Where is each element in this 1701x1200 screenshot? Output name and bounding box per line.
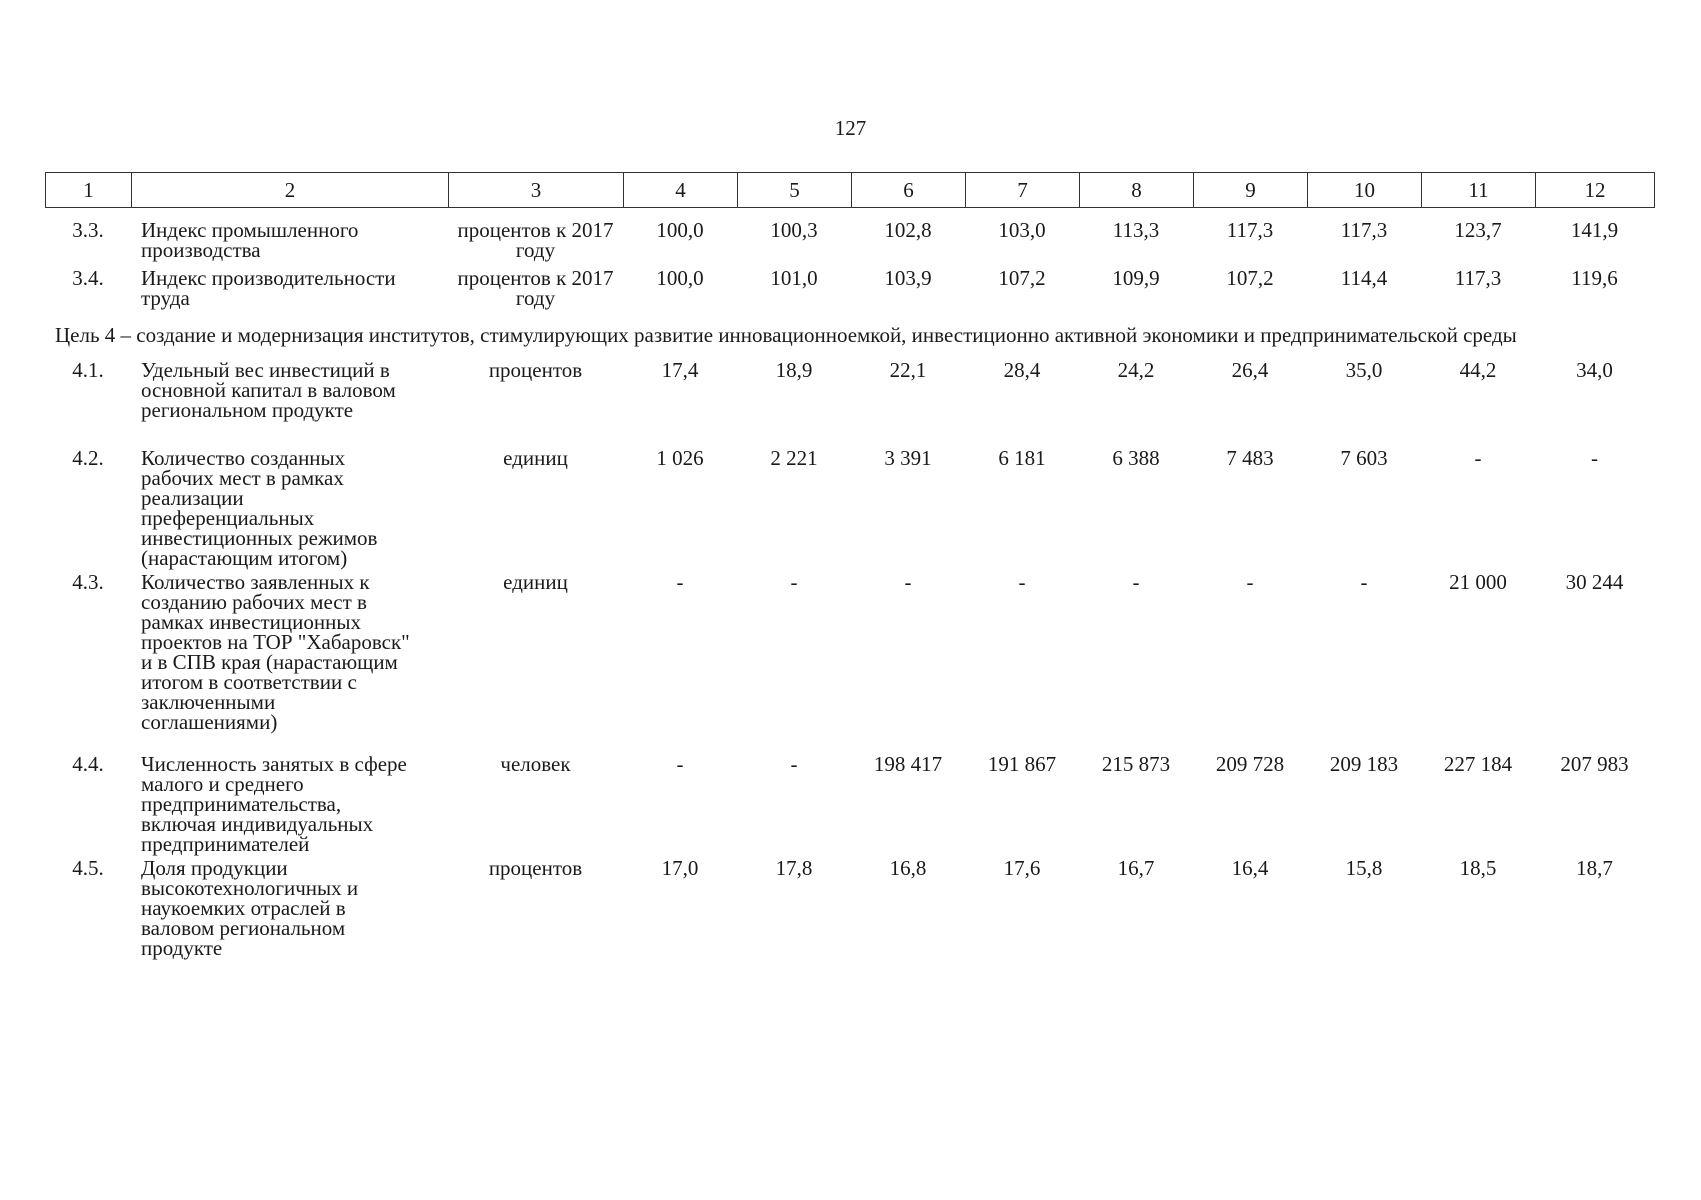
unit: процентов	[488, 358, 583, 382]
indicator-name: Индекс промышленного производства	[141, 218, 359, 262]
value-cell: 101,0	[770, 266, 818, 290]
value-cell: 100,0	[656, 266, 704, 290]
value-cell: -	[1360, 570, 1368, 594]
value-cell: 17,6	[1003, 856, 1041, 880]
value-cell: 227 184	[1443, 752, 1513, 776]
goal-heading: Цель 4 – создание и модернизация институтов, стимулирующих развитие инновационноемкой, инвестиционно активной экономики и предпринимательской среды	[55, 323, 1517, 347]
value-cell: 191 867	[987, 752, 1057, 776]
value-cell: 123,7	[1454, 218, 1502, 242]
value-cell: 114,4	[1340, 266, 1388, 290]
table-row	[45, 268, 1654, 316]
value-cell: 209 183	[1329, 752, 1399, 776]
table-row	[45, 858, 1654, 962]
table-row	[45, 572, 1654, 754]
value-cell: 6 388	[1112, 446, 1160, 470]
header-cell: 4	[624, 173, 738, 208]
value-cell: 35,0	[1345, 358, 1383, 382]
row-number: 4.5.	[72, 856, 104, 880]
value-cell: 30 244	[1565, 570, 1624, 594]
column-number-header	[45, 172, 1655, 208]
value-cell: -	[1018, 570, 1026, 594]
header-cell: 5	[738, 173, 852, 208]
value-cell: 113,3	[1112, 218, 1160, 242]
table-row	[45, 754, 1654, 858]
value-cell: 103,9	[884, 266, 932, 290]
value-cell: 16,8	[889, 856, 927, 880]
value-cell: 103,0	[998, 218, 1046, 242]
unit: процентов	[488, 856, 583, 880]
value-cell: 7 483	[1226, 446, 1274, 470]
row-number: 4.4.	[72, 752, 104, 776]
table-row	[45, 220, 1654, 268]
value-cell: 44,2	[1459, 358, 1497, 382]
header-cell: 1	[46, 173, 132, 208]
value-cell: -	[676, 570, 684, 594]
table-row	[45, 360, 1654, 448]
unit: процентов к 2017 году	[457, 218, 614, 262]
value-cell: 100,3	[770, 218, 818, 242]
indicator-name: Количество заявленных к созданию рабочих мест в рамках инвестиционных проектов на ТОР "Хабаровск" и в СПВ края (нарастающим итогом в соответствии с заключенными соглашениями)	[141, 570, 410, 734]
indicator-name: Доля продукции высокотехнологичных и наукоемких отраслей в валовом региональном продукте	[141, 856, 359, 960]
value-cell: 6 181	[998, 446, 1046, 470]
unit: единиц	[503, 446, 568, 470]
value-cell: 18,9	[775, 358, 813, 382]
unit: человек	[500, 752, 571, 776]
row-number: 3.3.	[72, 218, 104, 242]
value-cell: 207 983	[1560, 752, 1629, 776]
indicators-table-body	[45, 206, 1654, 962]
header-cell: 7	[966, 173, 1080, 208]
value-cell: 119,6	[1571, 266, 1618, 290]
value-cell: 24,2	[1117, 358, 1155, 382]
header-cell: 9	[1194, 173, 1308, 208]
value-cell: 26,4	[1231, 358, 1269, 382]
value-cell: 117,3	[1454, 266, 1502, 290]
header-cell: 6	[852, 173, 966, 208]
value-cell: 102,8	[884, 218, 932, 242]
value-cell: -	[1132, 570, 1140, 594]
unit: процентов к 2017 году	[457, 266, 614, 310]
indicator-name: Численность занятых в сфере малого и среднего предпринимательства, включая индивидуальных предпринимателей	[141, 752, 407, 856]
value-cell: -	[790, 570, 798, 594]
indicator-name: Удельный вес инвестиций в основной капитал в валовом региональном продукте	[141, 358, 396, 422]
value-cell: 117,3	[1226, 218, 1274, 242]
value-cell: 107,2	[1226, 266, 1274, 290]
value-cell: 1 026	[656, 446, 704, 470]
value-cell: 117,3	[1340, 218, 1388, 242]
value-cell: 2 221	[770, 446, 818, 470]
row-number: 3.4.	[72, 266, 104, 290]
value-cell: 215 873	[1101, 752, 1171, 776]
unit: единиц	[503, 570, 568, 594]
value-cell: 34,0	[1576, 358, 1613, 382]
value-cell: -	[1474, 446, 1482, 470]
row-number: 4.1.	[72, 358, 104, 382]
header-cell: 8	[1080, 173, 1194, 208]
value-cell: 17,4	[661, 358, 699, 382]
value-cell: 22,1	[889, 358, 927, 382]
value-cell: 21 000	[1449, 570, 1507, 594]
table-row	[45, 448, 1654, 572]
value-cell: -	[904, 570, 912, 594]
indicator-name: Индекс производительности труда	[141, 266, 396, 310]
value-cell: 18,5	[1459, 856, 1497, 880]
page-number: 127	[834, 116, 867, 140]
value-cell: 28,4	[1003, 358, 1041, 382]
header-cell: 12	[1536, 173, 1655, 208]
value-cell: 107,2	[998, 266, 1046, 290]
value-cell: -	[676, 752, 684, 776]
indicator-name: Количество созданных рабочих мест в рамках реализации преференциальных инвестиционных режимов (нарастающим итогом)	[141, 446, 378, 570]
value-cell: 17,0	[661, 856, 699, 880]
header-cell: 3	[449, 173, 624, 208]
value-cell: 209 728	[1215, 752, 1285, 776]
value-cell: -	[790, 752, 798, 776]
value-cell: 16,7	[1117, 856, 1155, 880]
header-cell: 10	[1308, 173, 1422, 208]
header-cell: 11	[1422, 173, 1536, 208]
value-cell: 18,7	[1576, 856, 1613, 880]
value-cell: 100,0	[656, 218, 704, 242]
row-number: 4.3.	[72, 570, 104, 594]
header-cell: 2	[132, 173, 449, 208]
value-cell: -	[1591, 446, 1598, 470]
value-cell: 109,9	[1112, 266, 1160, 290]
row-number: 4.2.	[72, 446, 104, 470]
value-cell: 17,8	[775, 856, 813, 880]
value-cell: 15,8	[1345, 856, 1383, 880]
value-cell: 7 603	[1340, 446, 1388, 470]
value-cell: 198 417	[873, 752, 943, 776]
value-cell: 141,9	[1570, 218, 1619, 242]
value-cell: -	[1246, 570, 1254, 594]
value-cell: 16,4	[1231, 856, 1269, 880]
value-cell: 3 391	[884, 446, 932, 470]
